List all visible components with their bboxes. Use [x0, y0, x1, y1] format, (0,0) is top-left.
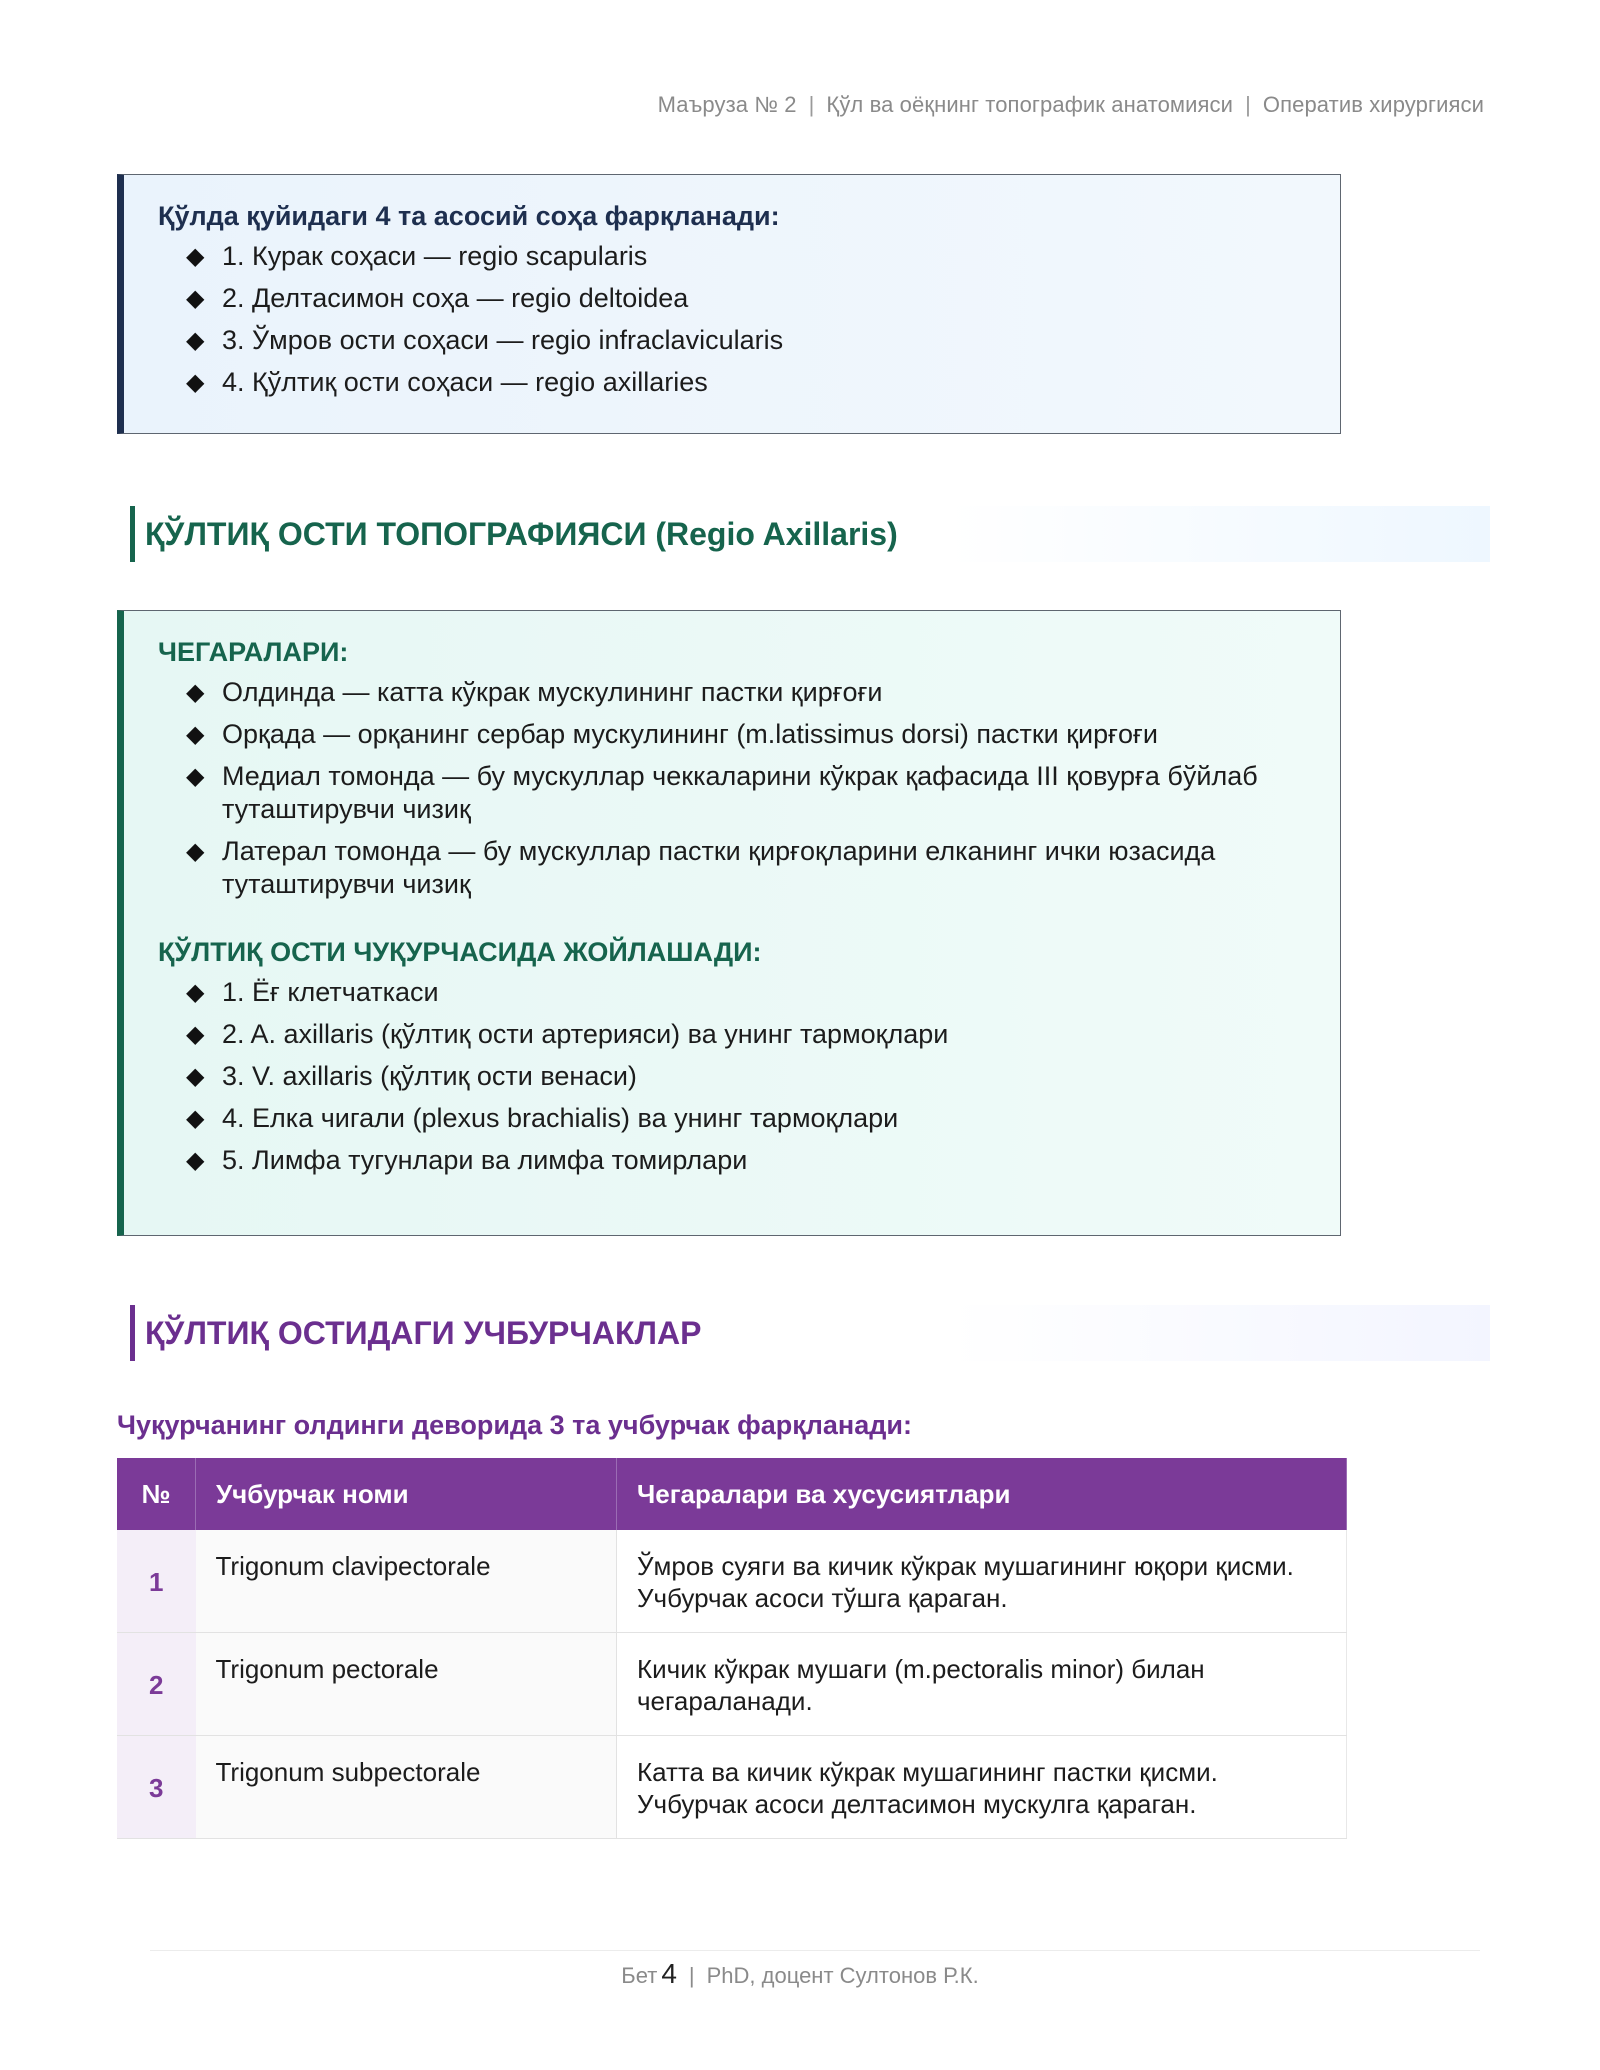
diamond-bullet-icon: ◆ [186, 285, 205, 312]
footer-author: PhD, доцент Султонов Р.К. [706, 1963, 979, 1988]
diamond-bullet-icon: ◆ [186, 1147, 205, 1174]
list-item-text: 1. Ёғ клетчаткаси [222, 977, 439, 1007]
diamond-bullet-icon: ◆ [186, 979, 205, 1006]
list-item [186, 1060, 1310, 1093]
list-item [186, 1102, 1310, 1135]
list-item [186, 835, 1310, 901]
triangle-description: Ўмров суяги ва кичик кўкрак мушагининг юқори қисми. Учбурчак асоси тўшга қараган. [617, 1530, 1347, 1633]
contents-list [158, 976, 1310, 1177]
regions-box-title: Қўлда қуйидаги 4 та асосий соҳа фарқланади: [158, 201, 780, 231]
diamond-bullet-icon: ◆ [186, 1105, 205, 1132]
list-item [186, 240, 1310, 273]
header-separator: | [1245, 92, 1251, 117]
list-item [186, 760, 1310, 826]
table-row [117, 1633, 1347, 1736]
triangle-name: Trigonum subpectorale [196, 1736, 617, 1839]
list-item-text: Олдинда — катта кўкрак мускулининг пастки қирғоғи [222, 677, 883, 707]
running-footer [0, 1958, 1600, 1990]
diamond-bullet-icon: ◆ [186, 763, 205, 790]
borders-title: ЧЕГАРАЛАРИ: [158, 637, 349, 667]
list-item-text: 2. Делтасимон соҳа — regio deltoidea [222, 283, 689, 313]
table-caption: Чуқурчанинг олдинги деворида 3 та учбурчак фарқланади: [117, 1410, 912, 1440]
column-header-description: Чегаралари ва хусусиятлари [617, 1458, 1347, 1530]
list-item-text: Медиал томонда — бу мускуллар чеккаларини кўкрак қафасида III қовурға бўйлаб туташтирувчи чизиқ [222, 761, 1258, 824]
list-item-text: 3. V. axillaris (қўлтиқ ости венаси) [222, 1061, 637, 1091]
list-item-text: 3. Ўмров ости соҳаси — regio infraclavicularis [222, 325, 784, 355]
axillary-box [117, 610, 1341, 1236]
table-header-row [117, 1458, 1347, 1530]
list-item [186, 282, 1310, 315]
list-item-text: 2. A. axillaris (қўлтиқ ости артерияси) ва унинг тармоқлари [222, 1019, 949, 1049]
triangle-description: Кичик кўкрак мушаги (m.pectoralis minor) билан чегараланади. [617, 1633, 1347, 1736]
footer-separator: | [688, 1963, 695, 1988]
footer-page-number: 4 [661, 1958, 677, 1989]
regions-list [158, 240, 1310, 399]
diamond-bullet-icon: ◆ [186, 243, 205, 270]
list-item [186, 676, 1310, 709]
diamond-bullet-icon: ◆ [186, 1021, 205, 1048]
list-item-text: Орқада — орқанинг сербар мускулининг (m.latissimus dorsi) пастки қирғоғи [222, 719, 1158, 749]
list-item-text: 5. Лимфа тугунлари ва лимфа томирлари [222, 1145, 748, 1175]
row-number: 2 [117, 1633, 196, 1736]
header-separator: | [808, 92, 815, 117]
list-item-text: 1. Курак соҳаси — regio scapularis [222, 241, 648, 271]
diamond-bullet-icon: ◆ [186, 838, 205, 865]
list-item-text: Латерал томонда — бу мускуллар пастки қирғоқларини елканинг ички юзасида туташтирувчи чизиқ [222, 836, 1216, 899]
regions-box [117, 174, 1341, 434]
footer-page-label: Бет [621, 1963, 658, 1988]
list-item [186, 718, 1310, 751]
header-topic: Қўл ва оёқнинг топографик анатомияси [826, 92, 1234, 117]
list-item [186, 324, 1310, 357]
section-heading-triangles: ҚЎЛТИҚ ОСТИДАГИ УЧБУРЧАКЛАР [130, 1305, 1490, 1361]
column-header-name: Учбурчак номи [196, 1458, 617, 1530]
table-row [117, 1736, 1347, 1839]
row-number: 1 [117, 1530, 196, 1633]
table-row [117, 1530, 1347, 1633]
diamond-bullet-icon: ◆ [186, 327, 205, 354]
header-lecture: Маъруза № 2 [657, 92, 797, 117]
diamond-bullet-icon: ◆ [186, 1063, 205, 1090]
list-item-text: 4. Елка чигали (plexus brachialis) ва унинг тармоқлари [222, 1103, 899, 1133]
triangle-description: Катта ва кичик кўкрак мушагининг пастки қисми. Учбурчак асоси делтасимон мускулга қараган. [617, 1736, 1347, 1839]
header-subject: Оператив хирургияси [1262, 92, 1484, 117]
diamond-bullet-icon: ◆ [186, 369, 205, 396]
column-header-number: № [117, 1458, 196, 1530]
list-item [186, 366, 1310, 399]
list-item-text: 4. Қўлтиқ ости соҳаси — regio axillaries [222, 367, 708, 397]
triangle-name: Trigonum clavipectorale [196, 1530, 617, 1633]
list-item [186, 1144, 1310, 1177]
running-header [658, 92, 1484, 118]
diamond-bullet-icon: ◆ [186, 721, 205, 748]
borders-list [158, 676, 1310, 901]
footer-divider [150, 1950, 1480, 1951]
row-number: 3 [117, 1736, 196, 1839]
triangle-name: Trigonum pectorale [196, 1633, 617, 1736]
section-heading-axillary: ҚЎЛТИҚ ОСТИ ТОПОГРАФИЯСИ (Regio Axillaris) [130, 506, 1490, 562]
diamond-bullet-icon: ◆ [186, 679, 205, 706]
list-item [186, 1018, 1310, 1051]
triangles-table [117, 1458, 1347, 1839]
list-item [186, 976, 1310, 1009]
contents-title: ҚЎЛТИҚ ОСТИ ЧУҚУРЧАСИДА ЖОЙЛАШАДИ: [158, 937, 762, 967]
